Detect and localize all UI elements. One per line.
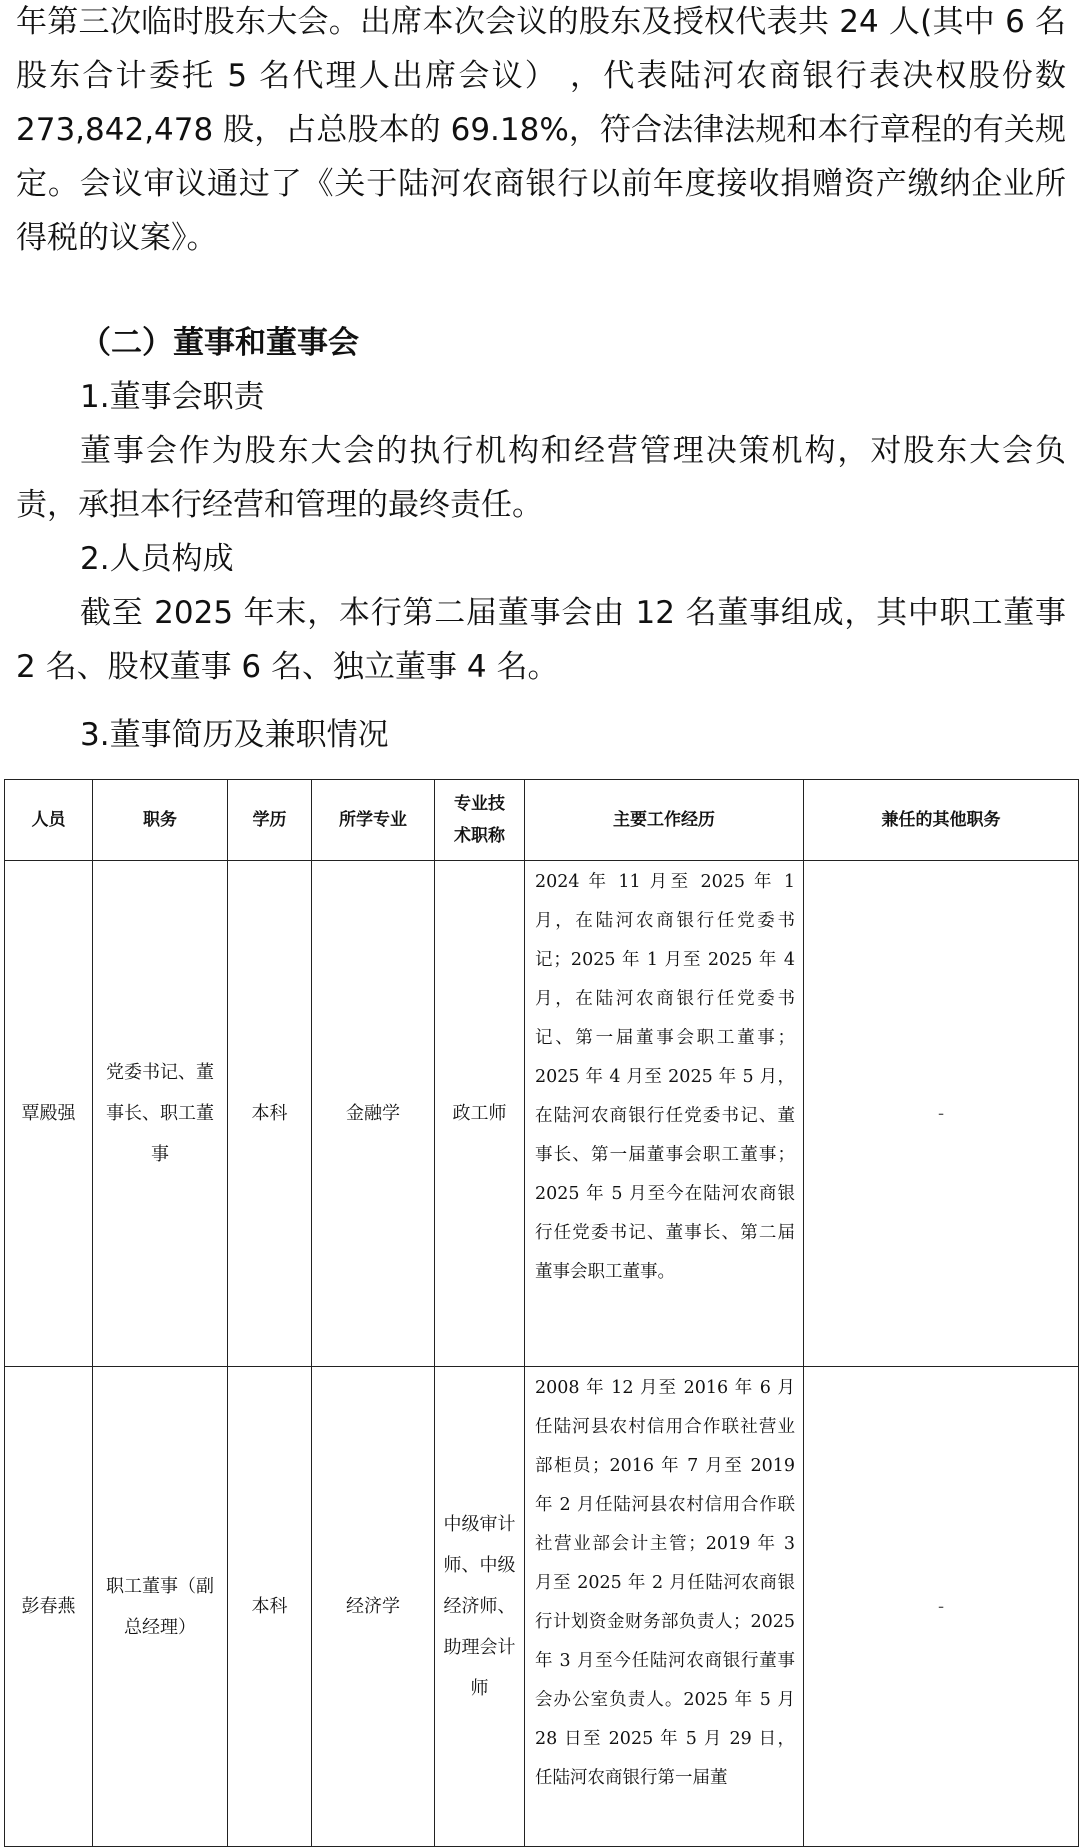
subheading-resumes: 3.董事简历及兼职情况 — [80, 717, 389, 753]
cell-position: 党委书记、董事长、职工董事 — [93, 861, 228, 1367]
meeting-paragraph: 年第三次临时股东大会。出席本次会议的股东及授权代表共 24 人(其中 6 名股东合计委托 5 名代理人出席会议） ，代表陆河农商银行表决权股份数 273,842,478 股，占总股本的 69.18%，符合法律法规和本行章程的有关规定。会议审议通过了《关于陆河农商银行以前年度接收捐赠资产缴纳企业所得税的议案》。 — [16, 4, 1066, 256]
table-row — [5, 1367, 1079, 1847]
header-education: 学历 — [228, 780, 312, 861]
cell-experience: 2008 年 12 月至 2016 年 6 月任陆河县农村信用合作联社营业部柜员；2016 年 7 月至 2019 年 2 月任陆河县农村信用合作联社营业部会计主管；2019 年 3 月至 2025 年 2 月任陆河农商银行计划资金财务部负责人；2025 年 3 月至今任陆河农商银行董事会办公室负责人。2025 年 5 月 28 日至 2025 年 5 月 29 日，任陆河农商银行第一届董 — [525, 1367, 804, 1847]
cell-major: 金融学 — [312, 861, 435, 1367]
table-row — [5, 861, 1079, 1367]
subheading-duties: 1.董事会职责 — [80, 379, 265, 415]
cell-title: 中级审计师、中级经济师、助理会计师 — [435, 1367, 525, 1847]
cell-other: - — [804, 861, 1079, 1367]
header-position: 职务 — [93, 780, 228, 861]
cell-experience: 2024 年 11 月至 2025 年 1 月，在陆河农商银行任党委书记；2025 年 1 月至 2025 年 4 月，在陆河农商银行任党委书记、第一届董事会职工董事；2025 年 4 月至 2025 年 5 月，在陆河农商银行任党委书记、董事长、第一届董事会职工董事；2025 年 5 月至今在陆河农商银行任党委书记、董事长、第二届董事会职工董事。 — [525, 861, 804, 1367]
section-heading-board: （二）董事和董事会 — [80, 325, 359, 361]
header-person: 人员 — [5, 780, 93, 861]
header-major: 所学专业 — [312, 780, 435, 861]
cell-person: 覃殿强 — [5, 861, 93, 1367]
duties-paragraph: 董事会作为股东大会的执行机构和经营管理决策机构，对股东大会负责，承担本行经营和管理的最终责任。 — [16, 433, 1066, 523]
header-title — [435, 780, 525, 861]
cell-education: 本科 — [228, 861, 312, 1367]
cell-other: - — [804, 1367, 1079, 1847]
table-header-row — [5, 780, 1079, 861]
header-other: 兼任的其他职务 — [804, 780, 1079, 861]
cell-education: 本科 — [228, 1367, 312, 1847]
cell-title: 政工师 — [435, 861, 525, 1367]
header-title-line2: 术职称 — [454, 826, 505, 846]
cell-major: 经济学 — [312, 1367, 435, 1847]
header-title-line1: 专业技 — [454, 794, 505, 814]
header-experience: 主要工作经历 — [525, 780, 804, 861]
cell-person: 彭春燕 — [5, 1367, 93, 1847]
cell-position: 职工董事（副总经理） — [93, 1367, 228, 1847]
directors-table — [4, 779, 1079, 1847]
subheading-composition: 2.人员构成 — [80, 541, 234, 577]
composition-paragraph: 截至 2025 年末，本行第二届董事会由 12 名董事组成，其中职工董事 2 名、股权董事 6 名、独立董事 4 名。 — [16, 595, 1066, 685]
